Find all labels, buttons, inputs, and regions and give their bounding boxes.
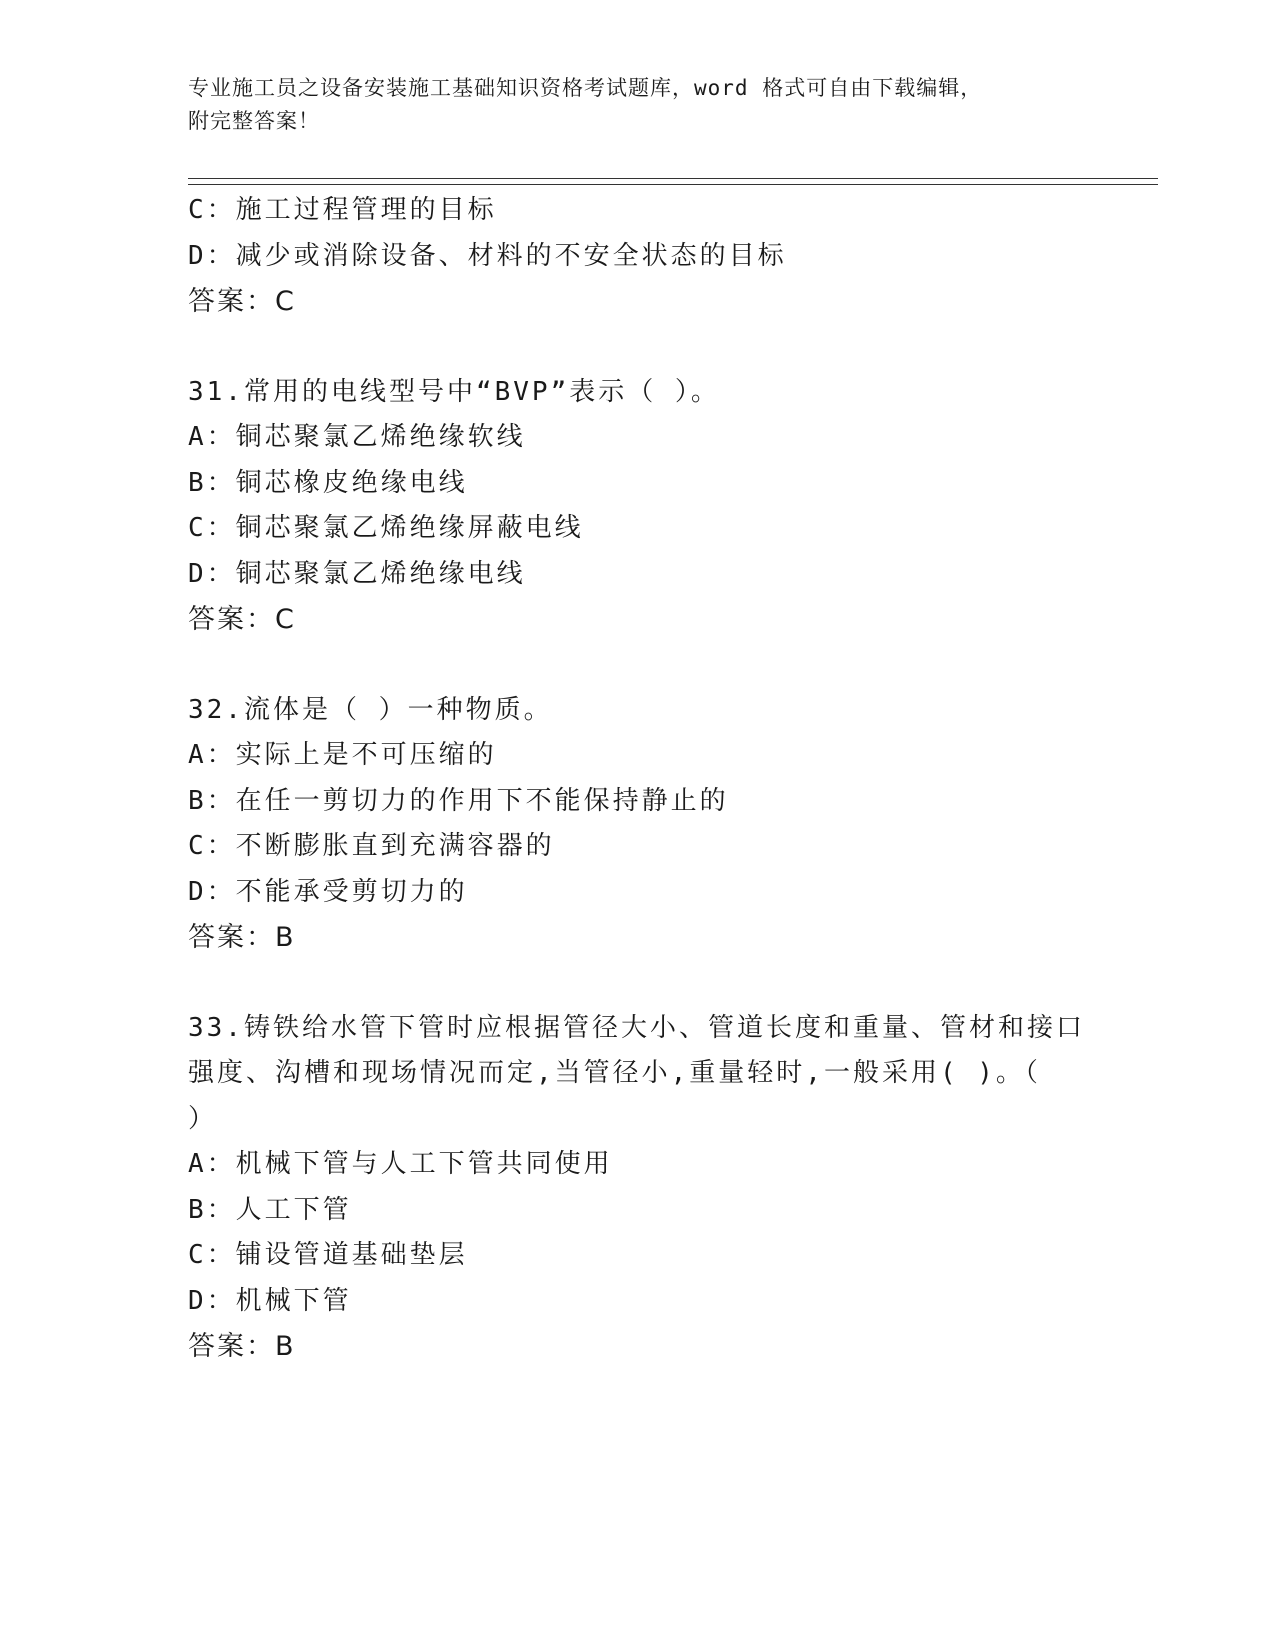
question-33 [188,1006,1088,1370]
option-c: C：不断膨胀直到充满容器的 [188,831,555,861]
option-d: D：不能承受剪切力的 [188,876,468,907]
option-c: C：铺设管道基础垫层 [188,1240,468,1270]
option-c: C：铜芯聚氯乙烯绝缘屏蔽电线 [188,513,584,543]
option-a: A：铜芯聚氯乙烯绝缘软线 [188,422,526,452]
answer-label: 答案：B [188,922,296,953]
question-32 [188,688,1088,961]
question-stem: 32.流体是（ ）一种物质。 [188,694,553,725]
option-b: B：人工下管 [188,1194,352,1225]
page-header [188,72,1088,138]
option-c: C：施工过程管理的目标 [188,195,497,225]
question-stem-line-1: 33.铸铁给水管下管时应根据管径大小、管道长度和重量、管材和接口 [188,1012,1085,1043]
answer-label: 答案：C [188,604,296,635]
question-stem-line-3: ） [188,1103,218,1134]
header-divider [188,178,1158,185]
continued-question-30 [188,188,1088,325]
option-a: A：机械下管与人工下管共同使用 [188,1149,613,1179]
option-d: D：减少或消除设备、材料的不安全状态的目标 [188,240,787,271]
question-stem: 31.常用的电线型号中“BVP”表示（ ）。 [188,376,720,407]
option-d: D：机械下管 [188,1285,352,1316]
question-31 [188,370,1088,643]
option-d: D：铜芯聚氯乙烯绝缘电线 [188,558,526,589]
option-a: A：实际上是不可压缩的 [188,740,497,770]
header-line-2: 附完整答案！ [188,109,320,133]
option-b: B：铜芯橡皮绝缘电线 [188,467,468,498]
answer-label: 答案：B [188,1331,296,1362]
answer-label: 答案：C [188,286,296,317]
question-stem-line-2: 强度、沟槽和现场情况而定,当管径小,重量轻时,一般采用( )。（ [188,1058,1041,1088]
header-line-1: 专业施工员之设备安装施工基础知识资格考试题库，word 格式可自由下载编辑， [188,76,983,100]
question-content [188,188,1088,1370]
option-b: B：在任一剪切力的作用下不能保持静止的 [188,785,729,816]
